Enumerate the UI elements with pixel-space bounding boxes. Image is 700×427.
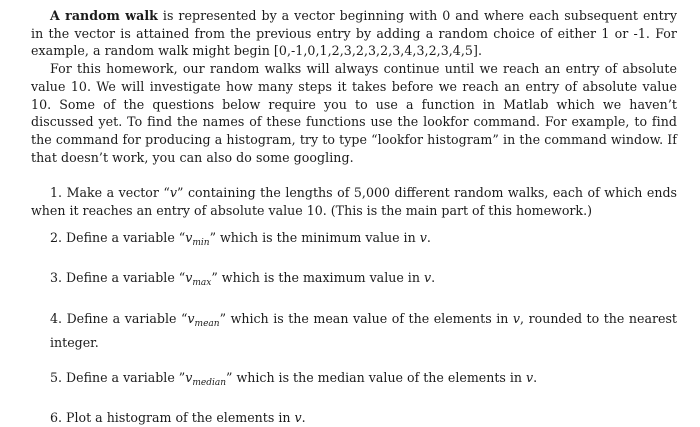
question-text: ” which is the median value of the elements in — [226, 369, 526, 385]
question-list — [31, 184, 677, 427]
question-text: . — [426, 229, 431, 245]
math-subscript: max — [192, 278, 212, 289]
math-variable: v — [187, 311, 195, 327]
math-variable: v — [185, 229, 193, 245]
math-variable: v — [423, 270, 432, 286]
question-text: ” which is the maximum value in — [211, 270, 424, 286]
math-variable: v — [185, 369, 193, 385]
math-variable: v — [419, 229, 427, 245]
math-variable: v — [294, 410, 302, 426]
math-variable: v — [185, 270, 193, 286]
math-variable: v — [512, 311, 521, 327]
term-random-walk: A random walk — [50, 8, 158, 23]
question-text: . — [431, 270, 436, 286]
question-number: 3. — [50, 270, 63, 286]
question-number: 2. — [50, 229, 63, 245]
math-subscript: mean — [194, 319, 220, 330]
question-text: Define a variable ” — [62, 369, 186, 385]
question-text: ” which is the mean value of the elements in — [219, 311, 513, 327]
math-variable: v — [169, 185, 178, 201]
question-text: Make a vector “ — [62, 185, 170, 201]
intro-paragraph-1-text: is represented by a vector beginning with 0 and where each subsequent entry in the vector is attained from the previous entry by adding a random choice of either 1 or -1. For example, a random walk might begin [0,-1,0,1,2,3,2,3,2,3,4,3,2,3,4,5]. — [31, 8, 677, 59]
question-number: 5. — [50, 369, 63, 385]
question-text: . — [301, 410, 306, 426]
intro-paragraph-2 — [31, 60, 677, 166]
question-number: 4. — [50, 311, 63, 327]
question-text: . — [533, 369, 538, 385]
math-subscript: median — [192, 377, 227, 388]
intro-paragraph-1 — [31, 7, 677, 60]
question-3 — [31, 269, 677, 293]
question-text: ” containing the lengths of 5,000 different random walks, each of which ends when it reaches an entry of absolute value 10. (This is the main part of this homework.) — [31, 185, 678, 219]
intro-paragraph-2-text: For this homework, our random walks will always continue until we reach an entry of absolute value 10. We will investigate how many steps it takes before we reach an entry of absolute value 10. Some of the questions below require you to use a function in Matlab which we haven’t discussed yet. To find the names of these functions use the lookfor command. For example, to find the command for producing a histogram, try to type “lookfor histogram” in the command window. If that doesn’t work, you can also do some googling. — [31, 61, 677, 165]
question-4 — [31, 310, 677, 351]
homework-document — [31, 7, 677, 427]
question-text: , rounded to the nearest integer. — [50, 311, 677, 350]
math-subscript: min — [192, 237, 210, 248]
question-1 — [31, 184, 677, 219]
question-text: Define a variable “ — [62, 270, 186, 286]
question-text: Plot a histogram of the elements in — [62, 410, 295, 426]
question-text: Define a variable “ — [62, 311, 188, 327]
question-2 — [31, 229, 677, 253]
question-6 — [31, 409, 677, 427]
question-text: ” which is the minimum value in — [209, 229, 420, 245]
section-gap — [31, 166, 677, 184]
math-variable: v — [526, 369, 534, 385]
question-text: Define a variable “ — [62, 229, 186, 245]
question-5 — [31, 369, 677, 393]
question-number: 1. — [50, 185, 63, 201]
question-number: 6. — [50, 410, 63, 426]
